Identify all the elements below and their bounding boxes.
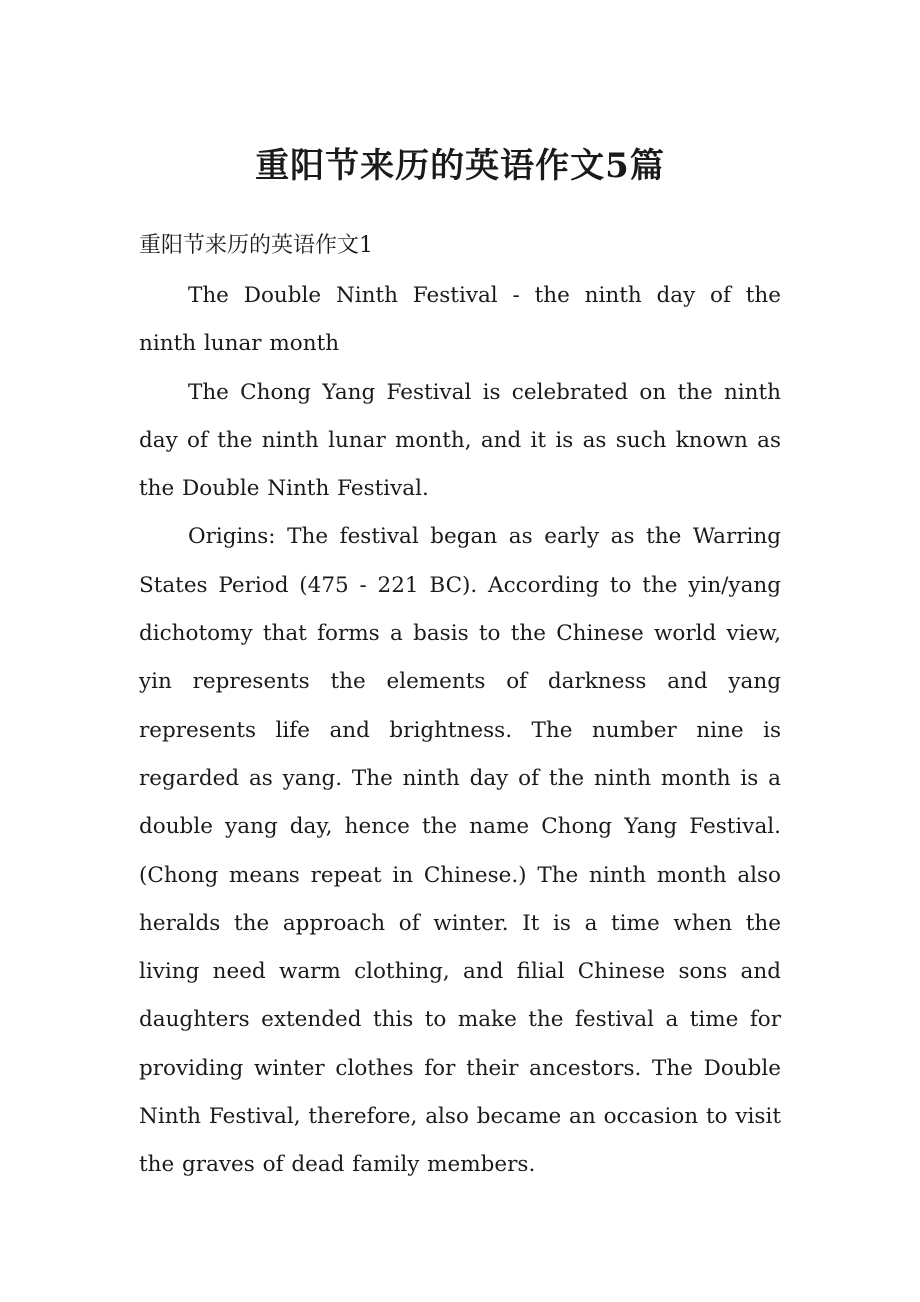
- paragraph: Origins: The festival began as early as the Warring States Period (475 - 221 BC). According to the yin/yang dichotomy that forms a basis to the Chinese world view, yin represents the elements of darkness and yang represents life and brightness. The number nine is regarded as yang. The ninth day of the ninth month is a double yang day, hence the name Chong Yang Festival. (Chong means repeat in Chinese.) The ninth month also heralds the approach of winter. It is a time when the living need warm clothing, and filial Chinese sons and daughters extended this to make the festival a time for providing winter clothes for their ancestors. The Double Ninth Festival, therefore, also became an occasion to visit the graves of dead family members.: [139, 524, 781, 1178]
- document-body: [139, 272, 781, 1190]
- document-title: 重阳节来历的英语作文5篇: [255, 146, 665, 186]
- paragraph: The Double Ninth Festival - the ninth day of the ninth lunar month: [139, 283, 781, 357]
- paragraph: The Chong Yang Festival is celebrated on the ninth day of the ninth lunar month, and it is as such known as the Double Ninth Festival.: [139, 379, 781, 502]
- section-heading: 重阳节来历的英语作文1: [139, 233, 373, 258]
